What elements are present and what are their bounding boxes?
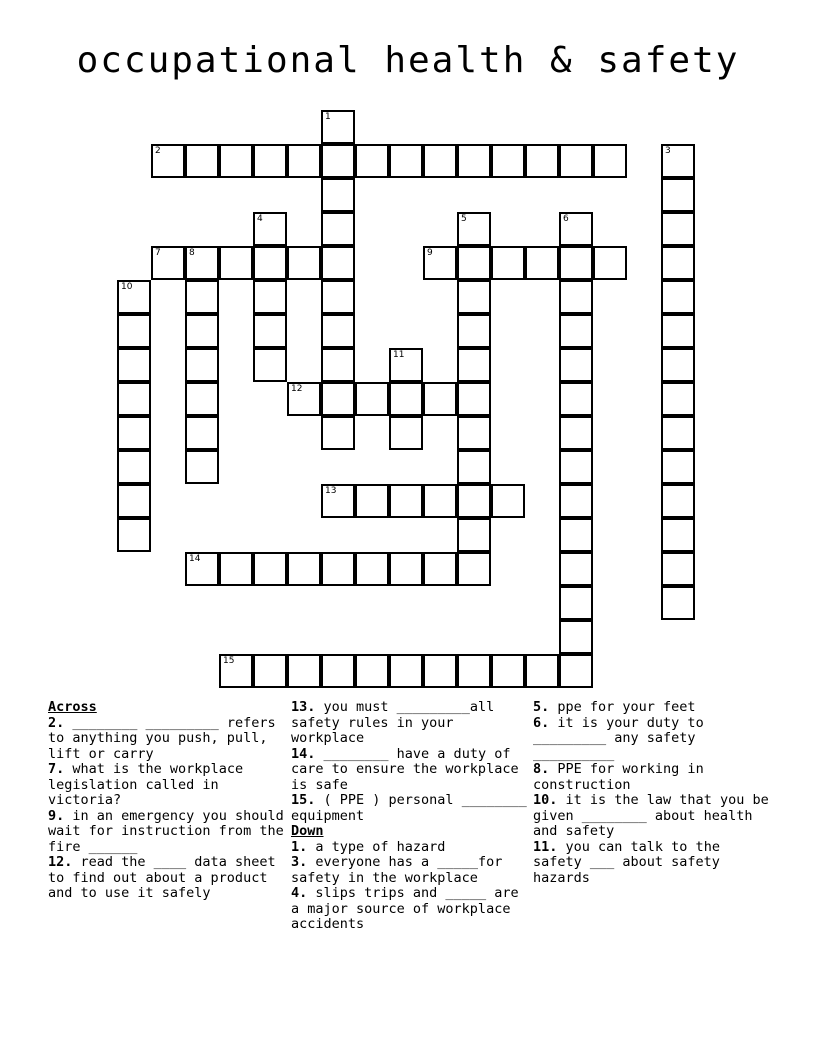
grid-cell[interactable] <box>525 654 559 688</box>
grid-cell[interactable] <box>321 416 355 450</box>
grid-cell[interactable] <box>321 382 355 416</box>
down-clue <box>291 855 529 886</box>
clue-text: ________ have a duty of care to ensure the workplace is safe <box>291 745 527 793</box>
grid-cell[interactable] <box>389 484 423 518</box>
grid-cell[interactable] <box>219 654 253 688</box>
grid-cell[interactable] <box>423 382 457 416</box>
grid-cell[interactable] <box>117 484 151 518</box>
grid-cell[interactable] <box>457 348 491 382</box>
clue-text: read the ____ data sheet to find out about a product and to use it safely <box>48 854 284 901</box>
grid-cell[interactable] <box>185 246 219 280</box>
cell-number: 3 <box>665 146 671 156</box>
grid-cell[interactable] <box>219 144 253 178</box>
grid-cell[interactable] <box>559 552 593 586</box>
cell-number: 15 <box>223 656 235 666</box>
grid-cell[interactable] <box>559 586 593 620</box>
clue-text: ( PPE ) personal ________ equipment <box>291 792 535 824</box>
grid-cell[interactable] <box>457 212 491 246</box>
grid-cell[interactable] <box>321 552 355 586</box>
grid-cell[interactable] <box>355 484 389 518</box>
clue-number: 3. <box>291 854 308 870</box>
down-clue <box>291 840 529 856</box>
grid-cell[interactable] <box>321 110 355 144</box>
grid-cell[interactable] <box>355 552 389 586</box>
across-clue <box>48 807 292 856</box>
grid-cell[interactable] <box>457 518 491 552</box>
grid-cell[interactable] <box>559 654 593 688</box>
grid-cell[interactable] <box>287 246 321 280</box>
grid-cell[interactable] <box>355 144 389 178</box>
grid-cell[interactable] <box>219 246 253 280</box>
clue-number: 2. <box>48 714 65 731</box>
grid-cell[interactable] <box>117 382 151 416</box>
grid-cell[interactable] <box>491 654 525 688</box>
grid-cell[interactable] <box>185 348 219 382</box>
clue-number: 10. <box>533 792 558 808</box>
grid-cell[interactable] <box>559 382 593 416</box>
grid-cell[interactable] <box>117 314 151 348</box>
clue-text: it is your duty to _________ any safety __________ <box>533 714 712 762</box>
grid-cell[interactable] <box>185 144 219 178</box>
cell-number: 4 <box>257 214 263 224</box>
grid-cell[interactable] <box>525 246 559 280</box>
grid-cell[interactable] <box>661 552 695 586</box>
grid-cell[interactable] <box>559 246 593 280</box>
grid-cell[interactable] <box>661 450 695 484</box>
grid-cell[interactable] <box>253 348 287 382</box>
grid-cell[interactable] <box>593 246 627 280</box>
grid-cell[interactable] <box>151 246 185 280</box>
clue-number: 13. <box>291 699 316 715</box>
across-clue <box>291 700 529 747</box>
grid-cell[interactable] <box>559 348 593 382</box>
grid-cell[interactable] <box>661 246 695 280</box>
down-clue <box>533 792 777 840</box>
grid-cell[interactable] <box>355 382 389 416</box>
down-heading: Down <box>291 823 324 839</box>
grid-cell[interactable] <box>559 280 593 314</box>
grid-cell[interactable] <box>253 280 287 314</box>
grid-cell[interactable] <box>185 450 219 484</box>
clue-text: everyone has a _____for safety in the workplace <box>291 854 511 886</box>
cell-number: 5 <box>461 214 467 224</box>
clue-number: 4. <box>291 885 308 901</box>
grid-cell[interactable] <box>321 314 355 348</box>
grid-cell[interactable] <box>389 348 423 382</box>
across-clue <box>48 716 286 763</box>
grid-cell[interactable] <box>321 178 355 212</box>
grid-cell[interactable] <box>389 552 423 586</box>
clue-column-1 <box>48 699 292 902</box>
grid-cell[interactable] <box>253 552 287 586</box>
across-heading: Across <box>48 699 97 715</box>
clue-number: 8. <box>533 761 550 777</box>
down-clue <box>533 840 771 887</box>
grid-cell[interactable] <box>287 144 321 178</box>
grid-cell[interactable] <box>185 314 219 348</box>
clue-number: 1. <box>291 838 308 855</box>
grid-cell[interactable] <box>185 280 219 314</box>
grid-cell[interactable] <box>661 382 695 416</box>
grid-cell[interactable] <box>117 450 151 484</box>
grid-cell[interactable] <box>423 654 457 688</box>
grid-cell[interactable] <box>661 518 695 552</box>
grid-cell[interactable] <box>321 246 355 280</box>
across-clue <box>291 747 529 794</box>
clue-column-3 <box>533 699 777 886</box>
grid-cell[interactable] <box>559 450 593 484</box>
grid-cell[interactable] <box>423 484 457 518</box>
grid-cell[interactable] <box>117 416 151 450</box>
grid-cell[interactable] <box>661 314 695 348</box>
clue-text: slips trips and _____ are a major source of workplace accidents <box>291 885 527 932</box>
grid-cell[interactable] <box>559 484 593 518</box>
clue-text: what is the workplace legislation called in victoria? <box>48 761 252 808</box>
grid-cell[interactable] <box>253 246 287 280</box>
cell-number: 9 <box>427 248 433 258</box>
clue-text: you can talk to the safety ___ about safety hazards <box>533 838 729 886</box>
cell-number: 11 <box>393 350 405 360</box>
clue-number: 14. <box>291 745 316 762</box>
grid-cell[interactable] <box>661 280 695 314</box>
grid-cell[interactable] <box>457 144 491 178</box>
grid-cell[interactable] <box>321 280 355 314</box>
grid-cell[interactable] <box>559 212 593 246</box>
clue-column-2 <box>291 699 535 933</box>
grid-cell[interactable] <box>661 178 695 212</box>
cell-number: 12 <box>291 384 303 394</box>
grid-cell[interactable] <box>457 552 491 586</box>
across-clue <box>48 855 286 902</box>
clue-text: PPE for working in construction <box>533 761 712 793</box>
grid-cell[interactable] <box>457 280 491 314</box>
grid-cell[interactable] <box>491 484 525 518</box>
grid-cell[interactable] <box>185 382 219 416</box>
down-clue <box>533 700 771 716</box>
grid-cell[interactable] <box>457 416 491 450</box>
grid-cell[interactable] <box>389 654 423 688</box>
grid-cell[interactable] <box>219 552 253 586</box>
down-clue <box>533 716 771 763</box>
grid-cell[interactable] <box>253 654 287 688</box>
clue-text: in an emergency you should wait for instruction from the fire ______ <box>48 807 292 855</box>
grid-cell[interactable] <box>661 212 695 246</box>
grid-cell[interactable] <box>355 654 389 688</box>
grid-cell[interactable] <box>457 484 491 518</box>
grid-cell[interactable] <box>661 348 695 382</box>
grid-cell[interactable] <box>661 484 695 518</box>
grid-cell[interactable] <box>457 382 491 416</box>
across-clue <box>291 792 535 824</box>
cell-number: 8 <box>189 248 195 258</box>
grid-cell[interactable] <box>423 144 457 178</box>
clue-text: ppe for your feet <box>549 699 696 715</box>
grid-cell[interactable] <box>457 654 491 688</box>
grid-cell[interactable] <box>117 280 151 314</box>
cell-number: 6 <box>563 214 569 224</box>
grid-cell[interactable] <box>389 144 423 178</box>
grid-cell[interactable] <box>185 552 219 586</box>
grid-cell[interactable] <box>491 144 525 178</box>
grid-cell[interactable] <box>389 382 423 416</box>
cell-number: 10 <box>121 282 133 292</box>
grid-cell[interactable] <box>321 348 355 382</box>
clue-text: a type of hazard <box>307 838 446 855</box>
grid-cell[interactable] <box>117 518 151 552</box>
grid-cell[interactable] <box>287 552 321 586</box>
cell-number: 1 <box>325 112 331 122</box>
grid-cell[interactable] <box>423 552 457 586</box>
grid-cell[interactable] <box>491 246 525 280</box>
cell-number: 13 <box>325 486 337 496</box>
grid-cell[interactable] <box>559 144 593 178</box>
grid-cell[interactable] <box>253 212 287 246</box>
clue-number: 9. <box>48 807 65 824</box>
across-clue <box>48 762 286 809</box>
clue-number: 6. <box>533 714 550 731</box>
grid-cell[interactable] <box>423 246 457 280</box>
clue-number: 15. <box>291 792 316 808</box>
grid-cell[interactable] <box>321 212 355 246</box>
down-clue <box>291 886 529 933</box>
cell-number: 14 <box>189 554 201 564</box>
grid-cell[interactable] <box>151 144 185 178</box>
clue-text: it is the law that you be given ________ about health and safety <box>533 792 777 839</box>
cell-number: 2 <box>155 146 161 156</box>
clue-number: 11. <box>533 838 558 855</box>
clue-text: ________ _________ refers to anything you push, pull, lift or carry <box>48 714 284 762</box>
grid-cell[interactable] <box>253 314 287 348</box>
grid-cell[interactable] <box>661 144 695 178</box>
grid-cell[interactable] <box>661 586 695 620</box>
grid-cell[interactable] <box>559 620 593 654</box>
clue-text: you must _________all safety rules in your workplace <box>291 699 503 746</box>
grid-cell[interactable] <box>593 144 627 178</box>
grid-cell[interactable] <box>185 416 219 450</box>
grid-cell[interactable] <box>457 246 491 280</box>
grid-cell[interactable] <box>321 484 355 518</box>
grid-cell[interactable] <box>287 382 321 416</box>
grid-cell[interactable] <box>559 416 593 450</box>
grid-cell[interactable] <box>321 654 355 688</box>
grid-cell[interactable] <box>525 144 559 178</box>
clue-number: 5. <box>533 699 550 715</box>
grid-cell[interactable] <box>389 416 423 450</box>
grid-cell[interactable] <box>661 416 695 450</box>
grid-cell[interactable] <box>457 450 491 484</box>
grid-cell[interactable] <box>559 314 593 348</box>
clue-number: 7. <box>48 761 65 777</box>
grid-cell[interactable] <box>117 348 151 382</box>
cell-number: 7 <box>155 248 161 258</box>
grid-cell[interactable] <box>559 518 593 552</box>
grid-cell[interactable] <box>253 144 287 178</box>
page-title: occupational health & safety <box>76 40 740 81</box>
clue-number: 12. <box>48 854 73 870</box>
grid-cell[interactable] <box>457 314 491 348</box>
grid-cell[interactable] <box>321 144 355 178</box>
grid-cell[interactable] <box>287 654 321 688</box>
down-clue <box>533 762 771 793</box>
